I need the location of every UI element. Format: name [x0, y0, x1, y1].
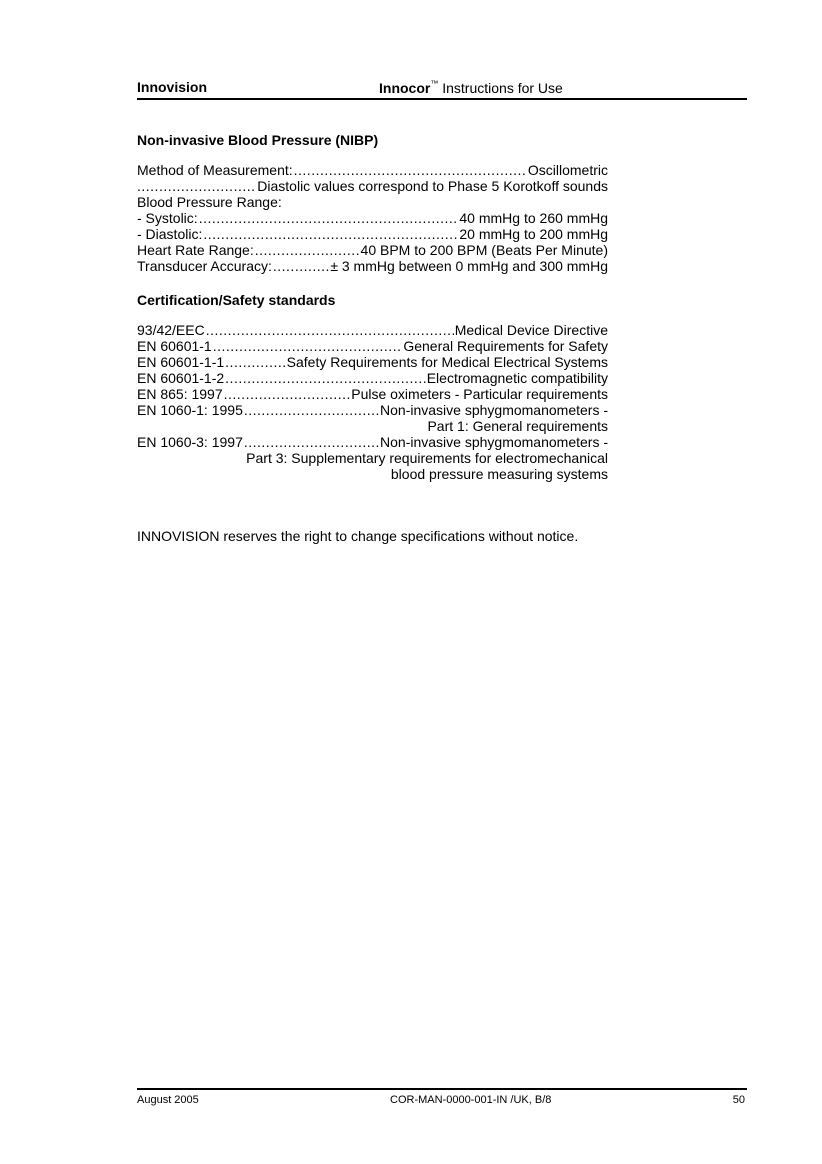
standard-row — [137, 370, 608, 386]
standard-row — [137, 354, 608, 370]
page-number: 50 — [732, 1094, 745, 1106]
leader-dots — [244, 434, 379, 450]
leader-dots — [244, 402, 379, 418]
standard-code: EN 60601-1-1 — [137, 354, 225, 370]
header-company: Innovision — [137, 79, 207, 95]
leader-dots — [273, 258, 329, 274]
leader-dots — [294, 162, 527, 178]
header-product: Innocor — [379, 80, 431, 96]
leader-dots — [255, 242, 360, 258]
standard-code: EN 60601-1 — [137, 338, 212, 354]
accuracy-label: Transducer Accuracy: — [137, 258, 272, 274]
leader-dots — [206, 322, 454, 338]
standard-code: EN 865: 1997 — [137, 386, 223, 402]
standard-desc: Electromagnetic compatibility — [426, 370, 608, 386]
footer-doc-id: COR-MAN-0000-001-IN /UK, B/8 — [390, 1094, 552, 1106]
standard-desc-continued: Part 3: Supplementary requirements for electromechanical — [246, 450, 608, 466]
standard-code: EN 1060-1: 1995 — [137, 402, 243, 418]
heart-rate-value: 40 BPM to 200 BPM (Beats Per Minute) — [360, 242, 608, 258]
accuracy-row — [137, 258, 608, 274]
trademark-symbol: ™ — [430, 79, 439, 88]
page-footer — [137, 1088, 747, 1108]
leader-dots — [137, 178, 256, 194]
diastolic-row — [137, 226, 608, 242]
footer-date: August 2005 — [137, 1094, 199, 1106]
standard-code: EN 1060-3: 1997 — [137, 434, 243, 450]
standard-row — [137, 386, 608, 402]
page-header — [137, 78, 747, 100]
standard-row — [137, 338, 608, 354]
leader-dots — [203, 226, 458, 242]
diastolic-note-row — [137, 178, 608, 194]
accuracy-value: ± 3 mmHg between 0 mmHg and 300 mmHg — [330, 258, 608, 274]
specifications-notice: INNOVISION reserves the right to change specifications without notice. — [137, 528, 579, 544]
standard-desc: Non-invasive sphygmomanometers - — [380, 402, 608, 418]
diastolic-note: Diastolic values correspond to Phase 5 Korotkoff sounds — [257, 178, 608, 194]
method-label: Method of Measurement: — [137, 162, 293, 178]
systolic-value: 40 mmHg to 260 mmHg — [459, 210, 608, 226]
standard-code: EN 60601-1-2 — [137, 370, 225, 386]
leader-dots — [224, 386, 351, 402]
nibp-heading: Non-invasive Blood Pressure (NIBP) — [137, 132, 379, 148]
standard-desc: Pulse oximeters - Particular requirements — [351, 386, 608, 402]
standard-desc: Non-invasive sphygmomanometers - — [380, 434, 608, 450]
bp-range-label: Blood Pressure Range: — [137, 194, 282, 210]
leader-dots — [213, 338, 403, 354]
standard-row — [137, 434, 608, 450]
standard-desc-continued: blood pressure measuring systems — [390, 466, 608, 482]
standard-desc: General Requirements for Safety — [403, 338, 608, 354]
standard-desc-continued: Part 1: General requirements — [427, 418, 608, 434]
method-row — [137, 162, 608, 178]
standard-row — [137, 322, 608, 338]
header-title — [379, 79, 563, 96]
header-doc-title: Instructions for Use — [438, 80, 563, 96]
leader-dots — [225, 370, 426, 386]
standard-row — [137, 402, 608, 418]
systolic-row — [137, 210, 608, 226]
heart-rate-label: Heart Rate Range: — [137, 242, 254, 258]
standard-desc: Safety Requirements for Medical Electrical Systems — [286, 354, 608, 370]
standard-code: 93/42/EEC — [137, 322, 205, 338]
method-value: Oscillometric — [527, 162, 608, 178]
standard-desc: Medical Device Directive — [454, 322, 608, 338]
standards-heading: Certification/Safety standards — [137, 292, 336, 308]
heart-rate-row — [137, 242, 608, 258]
page-content — [137, 132, 608, 482]
leader-dots — [225, 354, 285, 370]
diastolic-value: 20 mmHg to 200 mmHg — [459, 226, 608, 242]
diastolic-label: - Diastolic: — [137, 226, 203, 242]
leader-dots — [199, 210, 459, 226]
systolic-label: - Systolic: — [137, 210, 198, 226]
